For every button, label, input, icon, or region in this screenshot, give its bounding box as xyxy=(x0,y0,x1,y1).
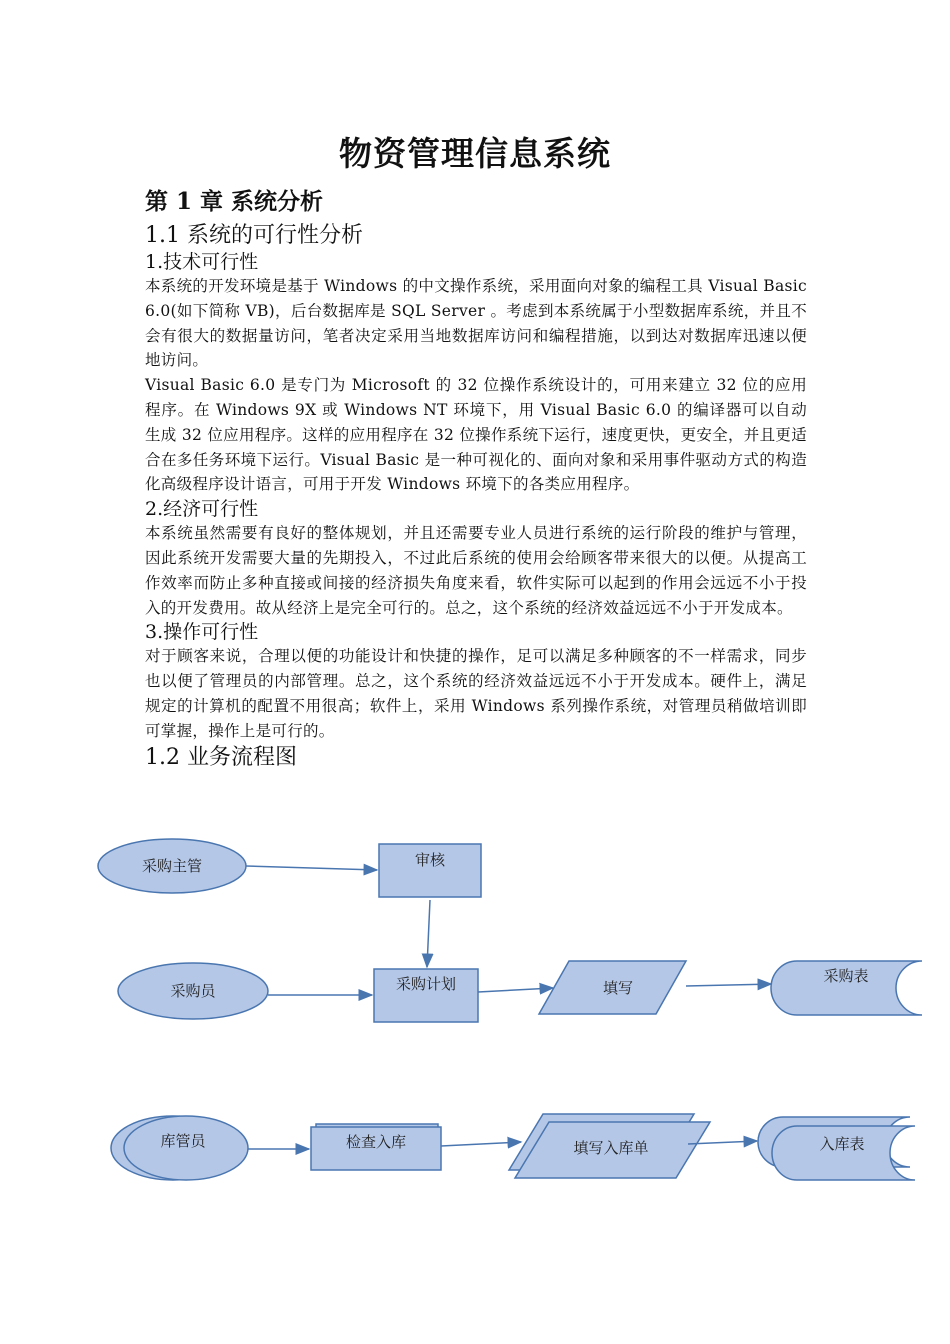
tech-feasibility-paragraph-1: 本系统的开发环境是基于 Windows 的中文操作系统，采用面向对象的编程工具 Visual Basic 6.0(如下简称 VB)，后台数据库是 SQL Server 。考虑到本系统属于小型数据库系统，并且不会有很大的数据量访问，笔者决定采用当地数据库访问和编程措施，以到达对数据库迅速以便地访问。 xyxy=(145,277,807,370)
arrow-manager-to-review xyxy=(246,866,377,870)
purchasing-manager-label: 采购主管 xyxy=(141,857,203,875)
fill-stock-in-form-label: 填写入库单 xyxy=(573,1139,649,1157)
ops-feasibility-paragraph: 对于顾客来说，合理以便的功能设计和快捷的操作，足可以满足多种顾客的不一样需求，同步也以便了管理员的内部管理。总之，这个系统的经济效益远远不小于开发成本。硬件上，满足规定的计算机的配置不用很高；软件上，采用 Windows 系列操作系统，对管理员稍做培训即可掌握，操作上是可行的。 xyxy=(145,647,807,740)
ops-feasibility-heading: 3.操作可行性 xyxy=(145,621,259,644)
warehouse-keeper-label: 库管员 xyxy=(160,1132,206,1150)
review-label: 审核 xyxy=(414,851,446,869)
inspect-stock-in-label: 检查入库 xyxy=(345,1133,407,1151)
purchase-table-label: 采购表 xyxy=(823,967,869,985)
chapter-heading: 第 1 章 系统分析 xyxy=(145,188,324,215)
arrow-inspect-to-form xyxy=(441,1142,521,1146)
stock-in-table-label: 入库表 xyxy=(819,1135,865,1153)
business-flowchart xyxy=(0,830,950,1210)
document-title: 物资管理信息系统 xyxy=(339,134,611,173)
econ-feasibility-heading: 2.经济可行性 xyxy=(145,498,259,521)
section-content xyxy=(145,222,807,772)
econ-feasibility-paragraph: 本系统虽然需要有良好的整体规划，并且还需要专业人员进行系统的运行阶段的维护与管理，因此系统开发需要大量的先期投入，不过此后系统的使用会给顾客带来很大的以便。从提高工作效率而防止多种直接或间接的经济损失角度来看，软件实际可以起到的作用会远远不小于投入的开发费用。故从经济上是完全可行的。总之，这个系统的经济效益远远不小于开发成本。 xyxy=(145,524,807,617)
tech-feasibility-heading: 1.技术可行性 xyxy=(145,251,259,273)
tech-feasibility-paragraph-2: Visual Basic 6.0 是专门为 Microsoft 的 32 位操作系统设计的，可用来建立 32 位的应用程序。在 Windows 9X 或 Windows NT 环境下，用 Visual Basic 6.0 的编译器可以自动生成 32 位应用程序。这样的应用程序在 32 位操作系统下运行，速度更快，更安全，并且更适合在多任务环境下运行。Visual Basic 是一种可视化的、面向对象和采用事件驱动方式的构造化高级程序设计语言，可用于开发 Windows 环境下的各类应用程序。 xyxy=(145,376,807,494)
buyer-label: 采购员 xyxy=(170,982,216,1000)
purchase-plan-label: 采购计划 xyxy=(395,975,457,993)
arrow-fill-to-purchase-table xyxy=(686,984,771,986)
fill-in-label: 填写 xyxy=(602,979,634,997)
section-1-1-heading: 1.1 系统的可行性分析 xyxy=(145,223,363,248)
arrow-review-to-plan xyxy=(427,900,430,967)
section-1-2-heading: 1.2 业务流程图 xyxy=(145,744,297,770)
arrow-plan-to-fill xyxy=(478,988,553,992)
